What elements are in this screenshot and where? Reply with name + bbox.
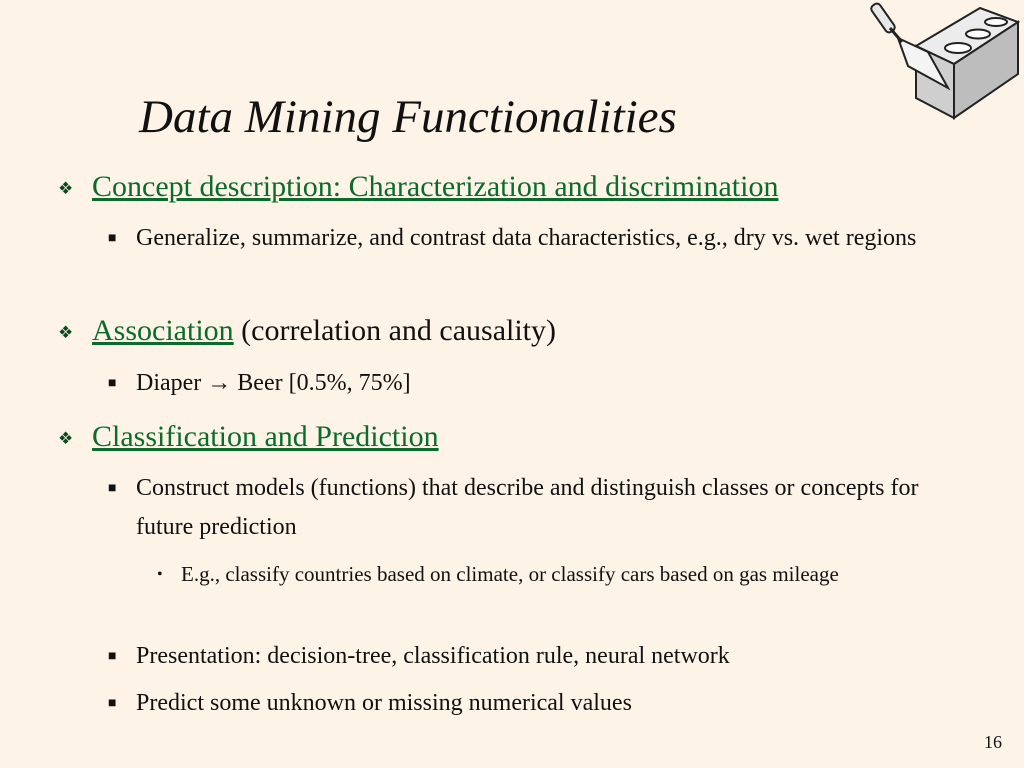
link-classification-prediction[interactable]: Classification and Prediction [92,420,439,453]
link-concept-description[interactable]: Concept description: Characterization and discrimination [92,170,779,203]
square-bullet-icon: ■ [108,649,117,664]
sub-bullet-text: Construct models (functions) that describe and distinguish classes or concepts for future prediction [136,475,919,540]
sub-sub-bullet-text: E.g., classify countries based on climate, or classify cars based on gas mileage [181,562,839,586]
slide-title: Data Mining Functionalities [139,91,677,143]
round-bullet-icon: • [157,566,163,583]
square-bullet-icon: ■ [108,696,117,711]
sub-bullet-text: Diaper → Beer [0.5%, 75%] [136,370,411,396]
diamond-quad-bullet-icon: ❖ [58,323,74,342]
square-bullet-icon: ■ [108,231,117,246]
sub-bullet-text: Generalize, summarize, and contrast data characteristics, e.g., dry vs. wet regions [136,225,917,251]
sub-bullet-text: Predict some unknown or missing numerical values [136,690,632,716]
association-suffix: (correlation and causality) [233,314,557,347]
link-association[interactable]: Association [92,314,234,347]
square-bullet-icon: ■ [108,481,117,496]
square-bullet-icon: ■ [108,376,117,391]
diamond-quad-bullet-icon: ❖ [58,429,74,448]
sub-bullet-text: Presentation: decision-tree, classification rule, neural network [136,643,730,669]
page-number: 16 [984,732,1002,752]
diamond-quad-bullet-icon: ❖ [58,179,74,198]
